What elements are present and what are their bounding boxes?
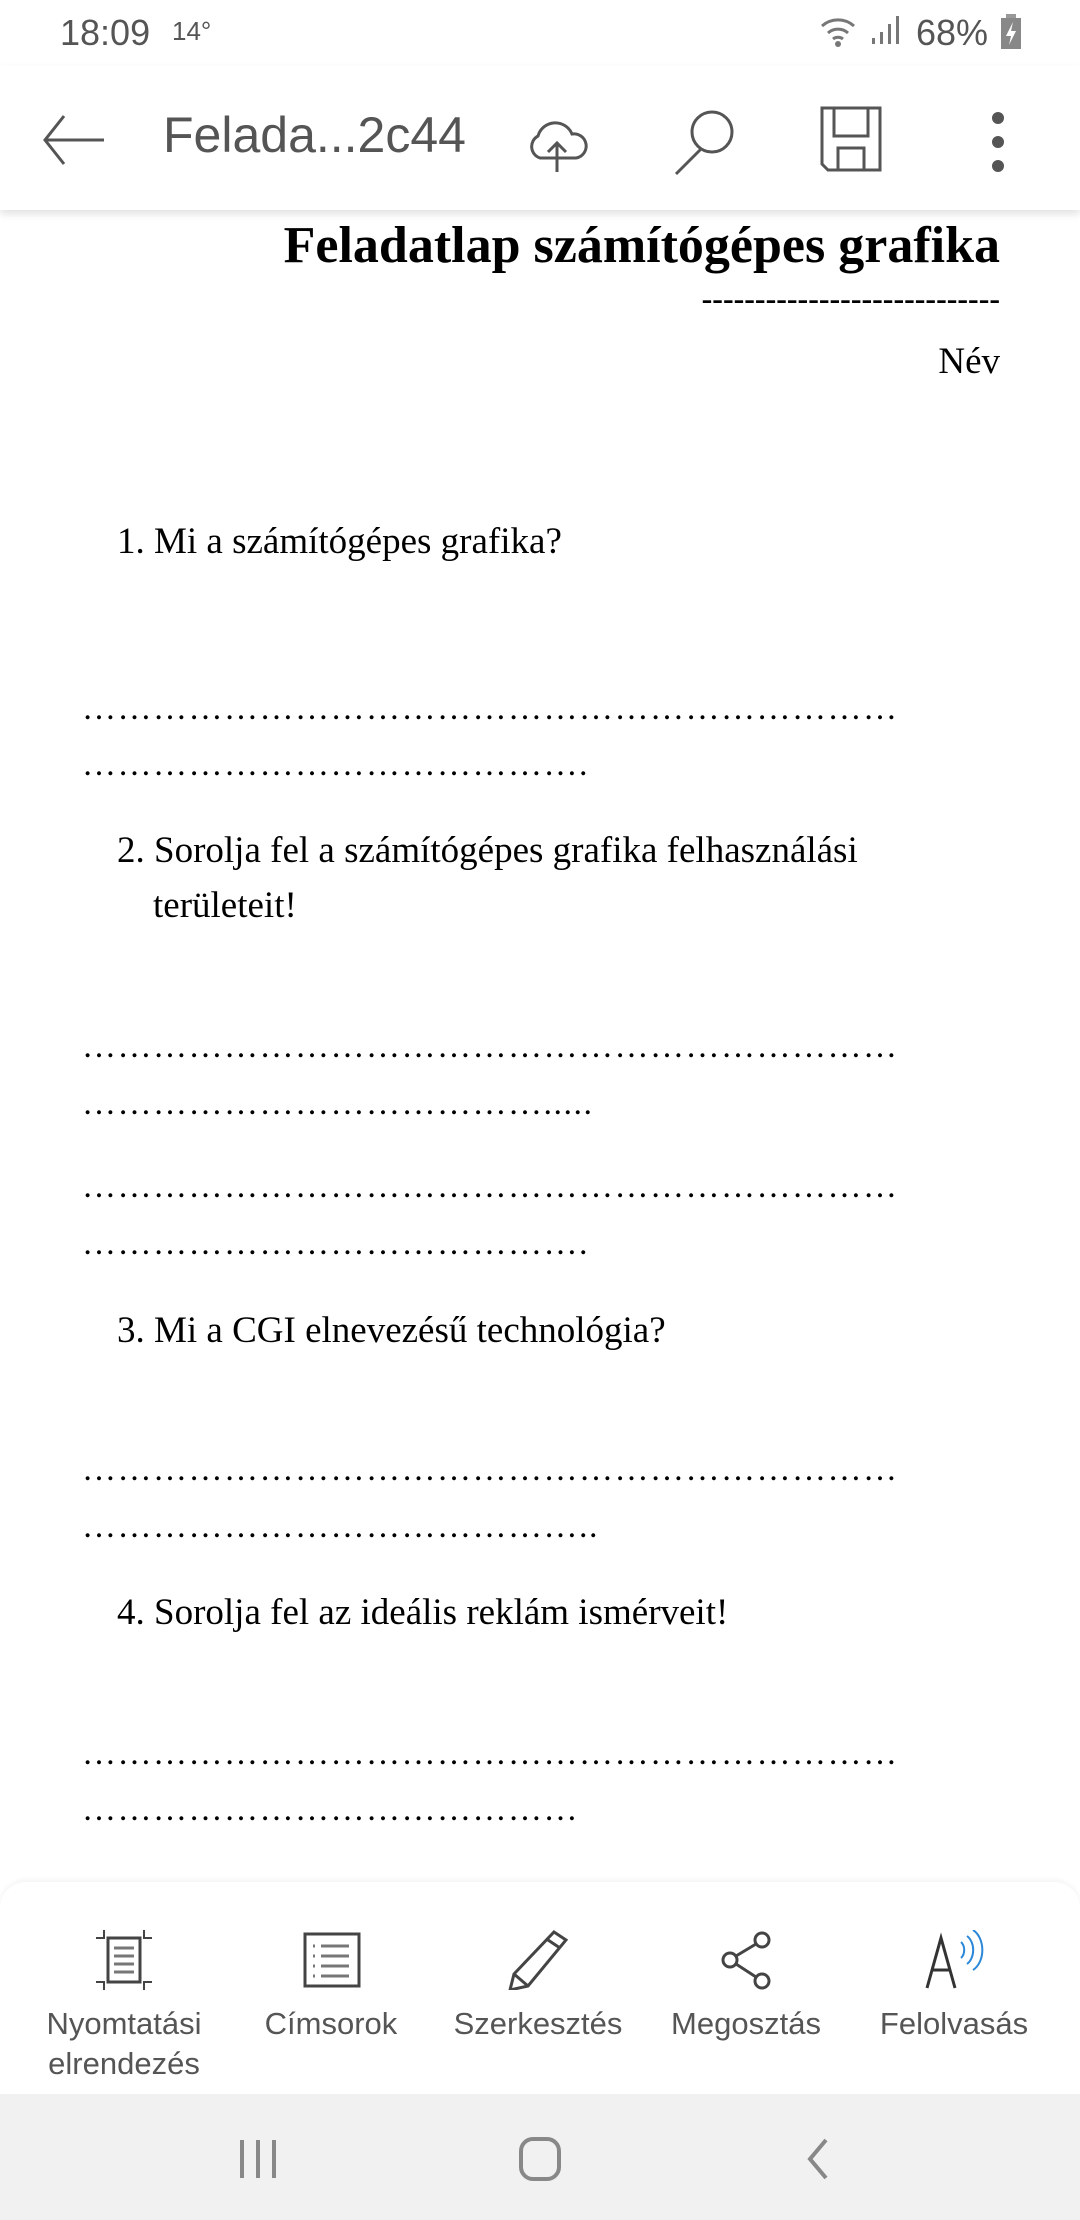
answer-line: ……………………………………. bbox=[82, 1225, 589, 1262]
heading-underline: ---------------------------- bbox=[701, 280, 1000, 316]
headings-label: Címsorok bbox=[264, 2006, 398, 2041]
print-layout-label: Nyomtatási bbox=[46, 2006, 202, 2041]
document-heading: Feladatlap számítógépes grafika bbox=[283, 217, 1000, 274]
edit-label: Szerkesztés bbox=[453, 2006, 623, 2041]
share-button[interactable] bbox=[638, 1882, 854, 2044]
read-aloud-icon bbox=[919, 1930, 989, 1990]
question-4: 4. Sorolja fel az ideális reklám ismérveit! bbox=[117, 1592, 729, 1633]
system-nav-bar bbox=[0, 2094, 1080, 2220]
answer-line: …………………………………………………………… bbox=[82, 1735, 899, 1772]
read-aloud-label: Felolvasás bbox=[879, 2006, 1029, 2041]
answer-line: …………………………………… bbox=[82, 1791, 579, 1828]
save-icon[interactable] bbox=[820, 106, 882, 172]
document-title[interactable]: Felada...2c44 bbox=[163, 107, 466, 163]
answer-line: …………………………………………………………… bbox=[82, 1168, 899, 1205]
question-3: 3. Mi a CGI elnevezésű technológia? bbox=[117, 1310, 666, 1351]
temperature: 14° bbox=[172, 16, 212, 46]
battery-percent: 68% bbox=[916, 12, 989, 53]
answer-line: …………………………………………………………… bbox=[82, 1028, 899, 1065]
clock: 18:09 bbox=[60, 12, 151, 53]
pencil-icon bbox=[508, 1930, 568, 1990]
answer-line: …………………………………..... bbox=[82, 1085, 594, 1122]
answer-line: ……………………………………. bbox=[82, 746, 589, 783]
home-icon[interactable] bbox=[518, 2136, 562, 2182]
name-label: Név bbox=[938, 341, 1000, 382]
question-1: 1. Mi a számítógépes grafika? bbox=[117, 521, 562, 562]
answer-line: …………………………………………………………… bbox=[82, 1451, 899, 1488]
bottom-toolbar bbox=[0, 1882, 1080, 2094]
back-arrow-icon[interactable] bbox=[42, 114, 106, 166]
share-icon bbox=[716, 1930, 776, 1990]
question-2: 2. Sorolja fel a számítógépes grafika felhasználási bbox=[117, 830, 858, 871]
question-2-continued: területeit! bbox=[153, 885, 297, 926]
read-aloud-button[interactable] bbox=[846, 1882, 1062, 2044]
print-layout-button[interactable] bbox=[16, 1882, 232, 2084]
headings-icon bbox=[301, 1930, 361, 1990]
print-layout-icon bbox=[94, 1930, 154, 1990]
recent-apps-icon[interactable] bbox=[238, 2138, 278, 2180]
answer-line: …………………………………………………………… bbox=[82, 690, 899, 727]
cloud-upload-icon[interactable] bbox=[524, 114, 590, 174]
search-icon[interactable] bbox=[672, 106, 736, 176]
answer-line: …………………………………….. bbox=[82, 1508, 599, 1545]
print-layout-label-2: elrendezés bbox=[48, 2046, 200, 2081]
edit-button[interactable] bbox=[430, 1882, 646, 2044]
back-nav-icon[interactable] bbox=[806, 2138, 830, 2180]
headings-button[interactable] bbox=[223, 1882, 439, 2044]
more-options-icon[interactable] bbox=[988, 110, 1008, 174]
app-bar bbox=[0, 66, 1080, 210]
share-label: Megosztás bbox=[671, 2006, 821, 2041]
